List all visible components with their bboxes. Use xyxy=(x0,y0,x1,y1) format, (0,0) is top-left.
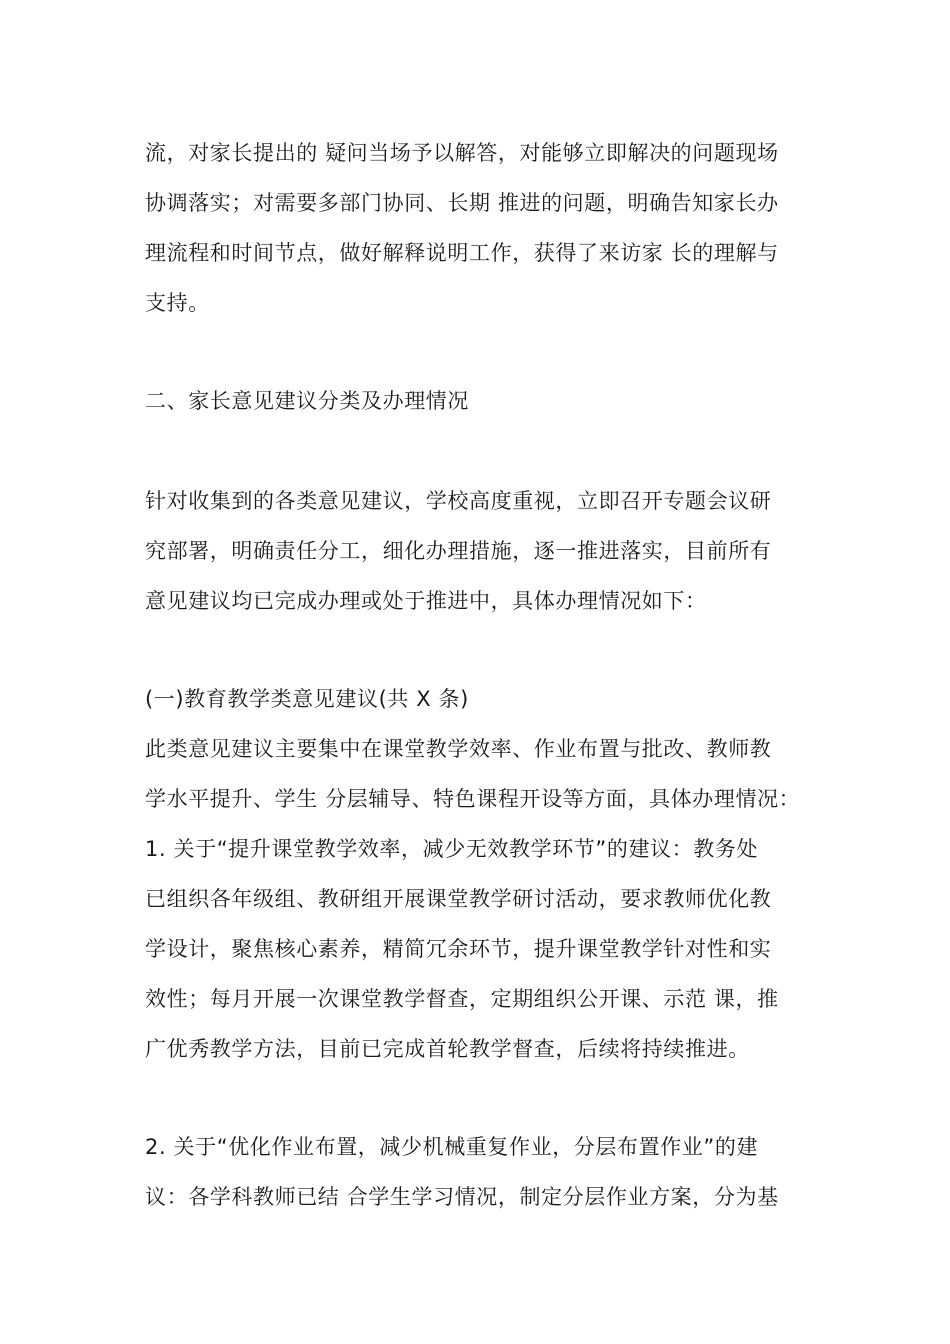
subsection-heading: (一)教育教学类意见建议(共 X 条) xyxy=(145,687,469,711)
text-line: 学设计，聚焦核心素养，精简冗余环节，提升课堂教学针对性和实 xyxy=(145,937,772,961)
text-line: 协调落实；对需要多部门协同、长期 推进的问题，明确告知家长办 xyxy=(145,191,779,215)
text-line: 支持。 xyxy=(145,291,210,315)
text-line: 意见建议均已完成办理或处于推进中，具体办理情况如下： xyxy=(145,589,707,613)
text-line: 议：各学科教师已结 合学生学习情况，制定分层作业方案，分为基 xyxy=(145,1185,779,1209)
text-line: 理流程和时间节点，做好解释说明工作，获得了来访家 长的理解与 xyxy=(145,241,779,265)
text-line: 效性；每月开展一次课堂教学督查，定期组织公开课、示范 课，推 xyxy=(145,987,779,1011)
text-line: 究部署，明确责任分工，细化办理措施，逐一推进落实，目前所有 xyxy=(145,539,772,563)
text-line: 1. 关于“提升课堂教学效率，减少无效教学环节”的建议：教务处 xyxy=(145,837,759,861)
text-line: 学水平提升、学生 分层辅导、特色课程开设等方面，具体办理情况： xyxy=(145,787,801,811)
section-heading: 二、家长意见建议分类及办理情况 xyxy=(145,389,469,413)
text-line: 2. 关于“优化作业布置，减少机械重复作业，分层布置作业”的建 xyxy=(145,1135,759,1159)
text-line: 针对收集到的各类意见建议，学校高度重视，立即召开专题会议研 xyxy=(145,489,772,513)
text-line: 已组织各年级组、教研组开展课堂教学研讨活动，要求教师优化教 xyxy=(145,887,772,911)
text-line: 流，对家长提出的 疑问当场予以解答，对能够立即解决的问题现场 xyxy=(145,141,779,165)
text-line: 广优秀教学方法，目前已完成首轮教学督查，后续将持续推进。 xyxy=(145,1037,750,1061)
text-line: 此类意见建议主要集中在课堂教学效率、作业布置与批改、教师教 xyxy=(145,737,772,761)
